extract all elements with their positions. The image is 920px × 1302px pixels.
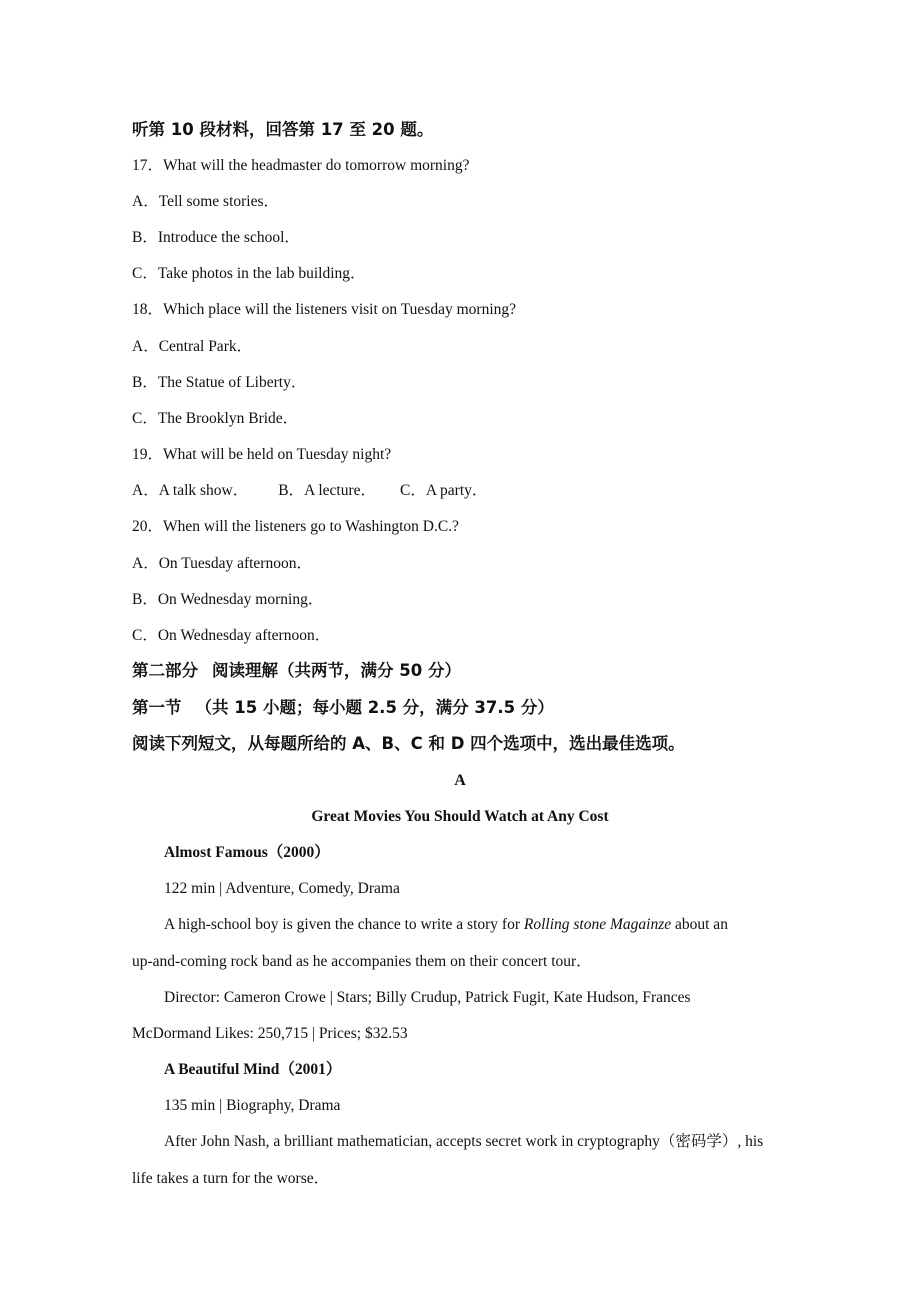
q20-option-c: C．On Wednesday afternoon． — [132, 627, 331, 644]
q18-option-c: C．The Brooklyn Bride． — [132, 410, 299, 427]
movie-1-desc-line-2: up-and-coming rock band as he accompanies them on their concert tour． — [132, 953, 592, 970]
section-title-desc: （共 15 小题；每小题 2.5 分，满分 37.5 分） — [195, 698, 554, 717]
q18-option-b: B．The Statue of Liberty． — [132, 374, 307, 391]
q19-option-c: C．A party． — [399, 482, 488, 499]
movie-1-title: Almost Famous（2000） — [164, 844, 330, 861]
movie-2-desc-line-2: life takes a turn for the worse． — [132, 1170, 330, 1187]
question-20: 20．When will the listeners go to Washington D.C.? — [132, 518, 459, 535]
movie-2-info: 135 min | Biography, Drama — [164, 1097, 341, 1114]
listening-instruction: 听第 10 段材料，回答第 17 至 20 题。 — [132, 120, 434, 139]
q19-options — [132, 481, 487, 501]
q17-option-b: B．Introduce the school． — [132, 229, 300, 246]
passage-label: A — [454, 772, 466, 789]
movie-1-info: 122 min | Adventure, Comedy, Drama — [164, 880, 400, 897]
movie-1-credits-line-1: Director: Cameron Crowe | Stars; Billy Crudup, Patrick Fugit, Kate Hudson, Frances — [164, 989, 691, 1006]
reading-instruction: 阅读下列短文，从每题所给的 A、B、C 和 D 四个选项中，选出最佳选项。 — [132, 734, 685, 753]
part-title-desc: 阅读理解（共两节，满分 50 分） — [212, 661, 461, 680]
movie-1-desc-text-end: about an — [671, 916, 728, 933]
question-18: 18．Which place will the listeners visit on Tuesday morning? — [132, 301, 517, 318]
magazine-name: Rolling stone Magainze — [523, 916, 672, 933]
q17-option-a: A．Tell some stories． — [132, 193, 280, 210]
question-19: 19．What will be held on Tuesday night? — [132, 446, 392, 463]
movie-1-credits-line-2: McDormand Likes: 250,715 | Prices; $32.53 — [132, 1025, 408, 1042]
part-two-title — [132, 660, 461, 682]
q19-option-b: B．A lecture． — [278, 482, 376, 499]
part-title-label: 第二部分 — [132, 661, 198, 680]
section-one-title — [132, 697, 554, 719]
movie-2-desc-line-1: After John Nash, a brilliant mathematician, accepts secret work in cryptography（密码学）, his — [164, 1133, 764, 1150]
question-17: 17．What will the headmaster do tomorrow morning? — [132, 157, 470, 174]
section-title-label: 第一节 — [132, 698, 182, 717]
q18-option-a: A．Central Park． — [132, 338, 253, 355]
movie-1-desc-text: A high-school boy is given the chance to write a story for — [164, 916, 524, 933]
passage-title: Great Movies You Should Watch at Any Cost — [311, 808, 609, 825]
q20-option-b: B．On Wednesday morning． — [132, 591, 324, 608]
movie-1-desc-line-1 — [164, 915, 728, 935]
q20-option-a: A．On Tuesday afternoon． — [132, 555, 312, 572]
q19-option-a: A．A talk show． — [132, 482, 249, 499]
movie-2-title: A Beautiful Mind（2001） — [164, 1061, 342, 1078]
q17-option-c: C．Take photos in the lab building． — [132, 265, 366, 282]
